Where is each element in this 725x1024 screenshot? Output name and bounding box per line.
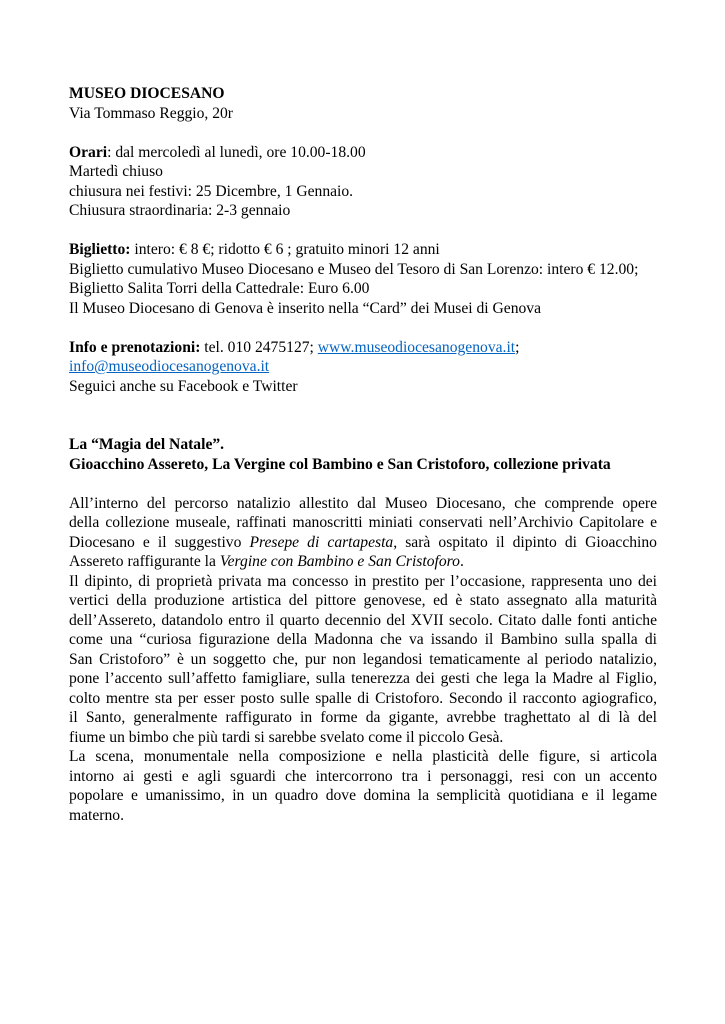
- p2-line-2: vertici della produzione artistica del pittore genovese, ed è stato assegnato alla maturità: [69, 592, 657, 609]
- tickets-line-4: Il Museo Diocesano di Genova è inserito nella “Card” dei Musei di Genova: [69, 299, 542, 317]
- email-line: [69, 357, 657, 377]
- social-line: Seguici anche su Facebook e Twitter: [69, 377, 298, 395]
- info-label: Info e prenotazioni:: [69, 338, 201, 356]
- email-link[interactable]: info@museodiocesanogenova.it: [69, 358, 270, 375]
- p1-line-1: All’interno del percorso natalizio allestito dal Museo Diocesano, che comprende opere: [69, 494, 657, 512]
- website-link[interactable]: www.museodiocesanogenova.it: [317, 338, 516, 356]
- p2-line-4: come una “curiosa figurazione della Madonna che va issando il Bambino sulla spalla di: [69, 631, 657, 648]
- tickets-line-3: Biglietto Salita Torri della Cattedrale: Euro 6.00: [69, 280, 370, 297]
- p2-line-8: il Santo, generalmente raffigurato in forme da gigante, avrebbe traghettato al di là del: [69, 709, 657, 726]
- p2-line-5: San Cristoforo” è un soggetto che, pur non legandosi tematicamente al periodo natalizio,: [69, 650, 657, 668]
- museum-address: Via Tommaso Reggio, 20r: [69, 104, 233, 122]
- p1-line-3: Diocesano e il suggestivo Presepe di cartapesta, sarà ospitato il dipinto di Gioacchino: [69, 533, 657, 551]
- tickets-line-2: Biglietto cumulativo Museo Diocesano e Museo del Tesoro di San Lorenzo: intero € 12.00;: [69, 260, 639, 278]
- p2-line-7: colto mentre sta per esser posto sulle spalle di Cristoforo. Secondo il racconto agiografico,: [69, 689, 657, 707]
- p2-line-9: fiume un bimbo che più tardi si sarebbe svelato come il piccolo Gesà.: [69, 728, 504, 746]
- paragraph-1: [69, 494, 657, 572]
- p1-line-4: Assereto raffigurante la Vergine con Bambino e San Cristoforo.: [69, 553, 464, 570]
- hours-line-2: Martedì chiuso: [69, 163, 163, 180]
- p3-line-1: La scena, monumentale nella composizione e nella plasticità delle figure, si articola: [69, 748, 657, 765]
- article-title: La “Magia del Natale”.: [69, 436, 225, 453]
- p3-line-4: materno.: [69, 806, 124, 824]
- p2-line-1: Il dipinto, di proprietà privata ma concesso in prestito per l’occasione, rappresenta uno dei: [69, 572, 657, 590]
- info-line: Info e prenotazioni: tel. 010 2475127; www.museodiocesanogenova.it;: [69, 338, 520, 356]
- p2-line-6: pone l’accento sull’affetto famigliare, sulla tenerezza dei gesti che lega la Madre al Figlio,: [69, 670, 657, 687]
- p3-line-3: popolare e umanissimo, in un quadro dove domina la semplicità quotidiana e il legame: [69, 787, 657, 804]
- p2-line-3: dell’Assereto, datandolo entro il quarto decennio del XVII secolo. Citato dalle fonti antiche: [69, 611, 657, 629]
- hours-line-4: Chiusura straordinaria: 2-3 gennaio: [69, 202, 291, 219]
- tickets-label: Biglietto:: [69, 241, 131, 258]
- p3-line-2: intorno ai gesti e agli sguardi che intercorrono tra i personaggi, resi con un accento: [69, 767, 657, 785]
- paragraph-2: [69, 572, 657, 748]
- article-subtitle: Gioacchino Assereto, La Vergine col Bambino e San Cristoforo, collezione privata: [69, 455, 611, 473]
- hours-label: Orari: [69, 143, 108, 161]
- paragraph-3: [69, 747, 657, 825]
- hours-line-1: Orari: dal mercoledì al lunedì, ore 10.00-18.00: [69, 143, 366, 161]
- hours-line-3: chiusura nei festivi: 25 Dicembre, 1 Gennaio.: [69, 182, 354, 200]
- tickets-line-1: Biglietto: intero: € 8 €; ridotto € 6 ; gratuito minori 12 anni: [69, 241, 440, 258]
- museum-name: MUSEO DIOCESANO: [69, 85, 225, 102]
- p1-line-2: della collezione museale, raffinati manoscritti miniati conservati nell’Archivio Capitolare e: [69, 514, 657, 531]
- document-page: [69, 84, 657, 825]
